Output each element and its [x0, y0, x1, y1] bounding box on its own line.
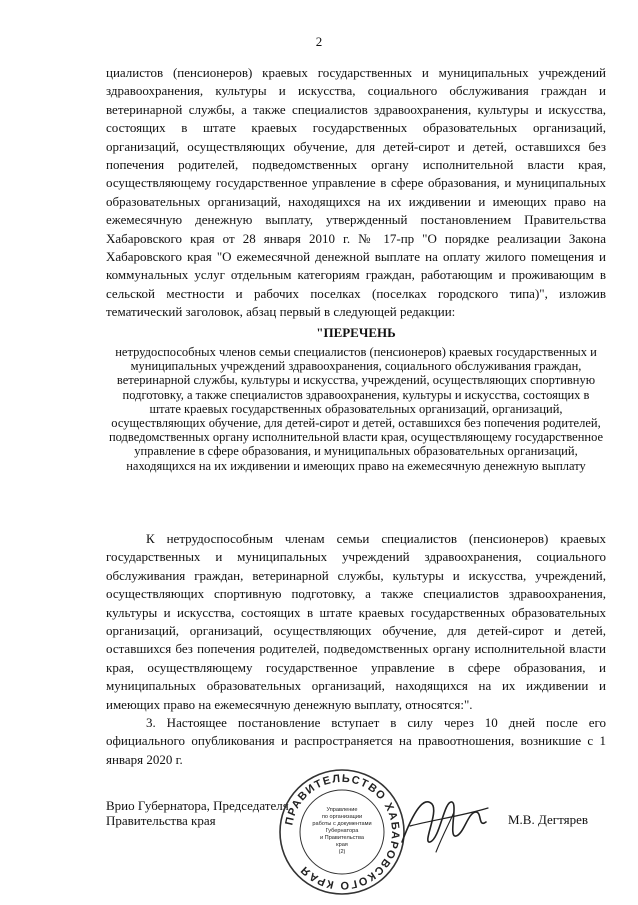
list-title: нетрудоспособных членов семьи специалистов (пенсионеров) краевых государственных и муниципальных учреждений здравоохранения, социального обслуживания граждан, ветеринарной службы, культуры и искусства, учреждений, осуществляющих спортивную подготовку, а также специалистов здравоохранения, культуры и искусства, состоящих в штате краевых государственных образовательных организаций, организаций, осуществляющих обучение, для детей-сирот и детей, оставшихся без попечения родителей, подведомственных органу исполнительной власти края, осуществляющему государственное управление в сфере образования, и муниципальных образовательных организаций, находящихся на их иждивении и имеющих право на ежемесячную денежную выплату	[108, 345, 604, 473]
seal-line-2: по организации	[321, 814, 363, 820]
signatory-position-line-1: Врио Губернатора, Председателя	[106, 798, 289, 813]
seal-line-4: Губернатора	[325, 828, 359, 834]
body-paragraph: К нетрудоспособным членам семьи специалистов (пенсионеров) краевых государственных и муниципальных учреждений здравоохранения, социального обслуживания граждан, ветеринарной службы, культуры и искусства, учреждений, осуществляющих спортивную подготовку, а также специалистов здравоохранения, культуры и искусства, состоящих в штате краевых государственных образовательных организаций, организаций, осуществляющих обучение, для детей-сирот и детей, оставшихся без попечения родителей, подведомственных органу исполнительной власти края, осуществляющему государственное управление в сфере образования, и муниципальных образовательных организаций, находящихся на их иждивении и имеющих право на ежемесячную денежную выплату, относятся:".	[106, 531, 606, 712]
seal-outer-text: ПРАВИТЕЛЬСТВО ХАБАРОВСКОГО КРАЯ	[283, 772, 402, 892]
seal-line-3: работы с документами	[312, 821, 372, 827]
page-number: 2	[315, 34, 323, 49]
seal-line-7: (2)	[338, 849, 346, 855]
seal-line-6: края	[336, 842, 348, 848]
signatory-position-line-2: Правительства края	[106, 813, 216, 828]
intro-paragraph: циалистов (пенсионеров) краевых государственных и муниципальных учреждений здравоохранения, культуры и искусства, социального обслуживания граждан и ветеринарной службы, а также специалистов здравоохранения, культуры и искусства, состоящих в штате краевых государственных образовательных организаций, организаций, осуществляющих обучение, для детей-сирот и детей, оставшихся без попечения родителей, подведомственных органу исполнительной власти края, осуществляющему государственное управление в сфере образования, и муниципальных образовательных организаций, находящихся на их иждивении и имеющих право на ежемесячную денежную выплату, утвержденный постановлением Правительства Хабаровского края от 28 января 2010 г. № 17-пр "О порядке реализации Закона Хабаровского края "О ежемесячной денежной выплате на оплату жилого помещения и коммунальных услуг отдельным категориям граждан, работающим и проживающим в сельской местности и рабочих поселках (поселках городского типа)", изложив тематический заголовок, абзац первый в следующей редакции:	[106, 65, 606, 320]
seal-line-1: Управление	[326, 807, 358, 813]
item-3-paragraph: 3. Настоящее постановление вступает в силу через 10 дней после его официального опубликования и распространяется на правоотношения, возникшие с 1 января 2020 г.	[106, 715, 606, 767]
seal-line-5: и Правительства	[320, 835, 364, 841]
handwritten-signature	[392, 782, 492, 862]
official-seal	[277, 767, 407, 897]
list-heading: "ПЕРЕЧЕНЬ	[316, 325, 396, 340]
signatory-name: М.В. Дегтярев	[508, 812, 589, 827]
